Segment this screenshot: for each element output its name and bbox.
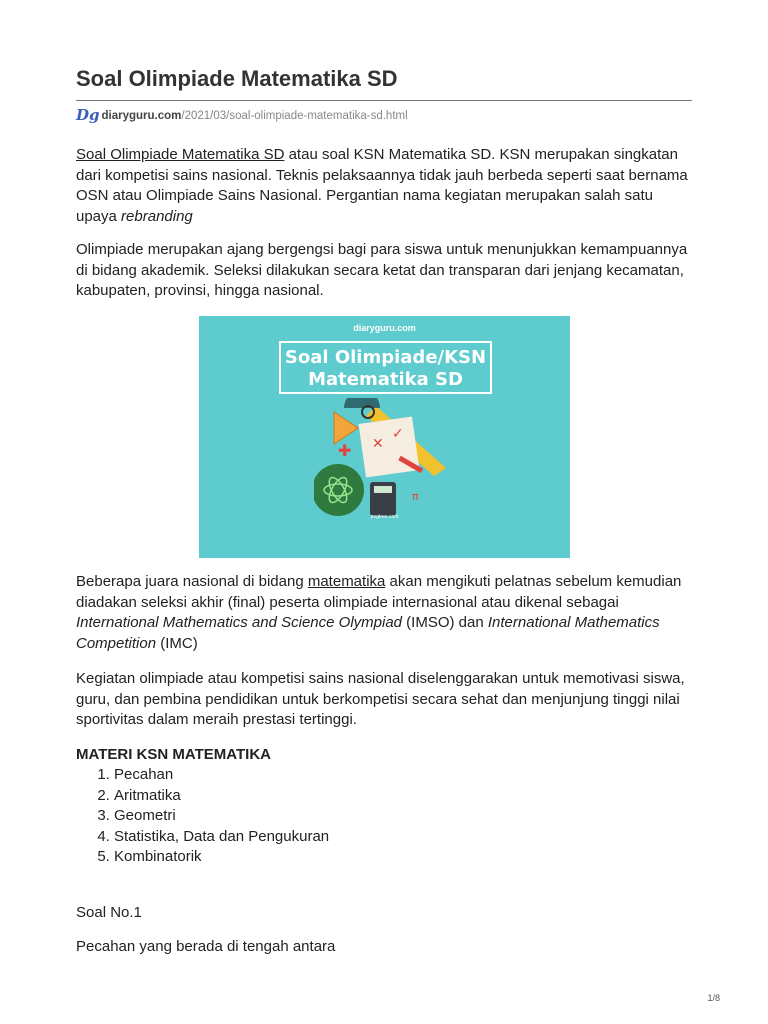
list-item: 2. Aritmatika bbox=[114, 786, 329, 807]
hero-title-line-1: Soal Olimpiade/KSN bbox=[284, 347, 487, 368]
list-item: 4. Statistika, Data dan Pengukuran bbox=[114, 827, 329, 848]
page-title: Soal Olimpiade Matematika SD bbox=[76, 66, 398, 91]
svg-text:π: π bbox=[412, 490, 419, 503]
rebranding-term: rebranding bbox=[121, 207, 193, 225]
svg-text:✚: ✚ bbox=[338, 441, 352, 460]
hero-credit: pngtree.com bbox=[370, 514, 399, 520]
hero-site-name: diaryguru.com bbox=[353, 323, 416, 333]
protractor-icon bbox=[344, 398, 380, 408]
materi-heading: MATERI KSN MATEMATIKA bbox=[76, 746, 271, 763]
olimpiade-paragraph: Olimpiade merupakan ajang bergengsi bagi para siswa untuk menunjukkan kemampuannya di bidang akademik. Seleksi dilakukan secara ketat dan transparan dari jenjang kecamatan, kabupaten, provinsi, hingga nasional. bbox=[76, 241, 688, 299]
article-hero-image bbox=[199, 316, 570, 558]
source-url[interactable] bbox=[76, 106, 408, 125]
svg-text:✓: ✓ bbox=[392, 426, 404, 442]
list-item: 3. Geometri bbox=[114, 806, 329, 827]
title-divider bbox=[76, 100, 692, 101]
juara-paragraph: Beberapa juara nasional di bidang matematika akan mengikuti pelatnas sebelum kemudian diadakan seleksi akhir (final) peserta olimpiade internasional atau dikenal sebagai International Mathematics and Science Olympiad (IMSO) dan International Mathematics Competition (IMC) bbox=[76, 573, 682, 652]
source-path: /2021/03/soal-olimpiade-matematika-sd.html bbox=[181, 110, 408, 122]
hero-title-box bbox=[279, 341, 492, 394]
matematika-link[interactable]: matematika bbox=[307, 573, 386, 590]
atom-book-icon bbox=[314, 464, 364, 516]
article-title-link[interactable]: Soal Olimpiade Matematika SD bbox=[76, 146, 285, 163]
kegiatan-paragraph: Kegiatan olimpiade atau kompetisi sains nasional diselenggarakan untuk memotivasi siswa, guru, dan pembina pendidikan untuk berkompetisi secara sehat dan menjunjung tinggi nilai sportivitas dalam meraih prestasi tertinggi. bbox=[76, 670, 685, 728]
set-square-icon bbox=[334, 412, 358, 444]
site-logo-icon: Dg bbox=[76, 106, 100, 124]
svg-text:✕: ✕ bbox=[372, 436, 384, 452]
soal-text: Pecahan yang berada di tengah antara bbox=[76, 938, 336, 955]
soal-label: Soal No.1 bbox=[76, 904, 142, 921]
math-tools-illustration bbox=[314, 398, 454, 528]
intro-paragraph: Soal Olimpiade Matematika SD atau soal KSN Matematika SD. KSN merupakan singkatan dari kompetisi sains nasional. Teknis pelaksaannya tidak jauh berbeda seperti saat bernama OSN atau Olimpiade Sains Nasional. Pergantian nama kegiatan merupakan salah satu upaya rebranding bbox=[76, 146, 688, 225]
hero-title-line-2: Matematika SD bbox=[308, 369, 463, 390]
graph-paper-icon bbox=[359, 417, 420, 478]
source-domain: diaryguru.com bbox=[101, 110, 182, 122]
page-number: 1/8 bbox=[707, 993, 720, 1003]
list-item: 1. Pecahan bbox=[114, 765, 329, 786]
materi-list bbox=[76, 765, 329, 868]
list-item: 5. Kombinatorik bbox=[114, 847, 329, 868]
